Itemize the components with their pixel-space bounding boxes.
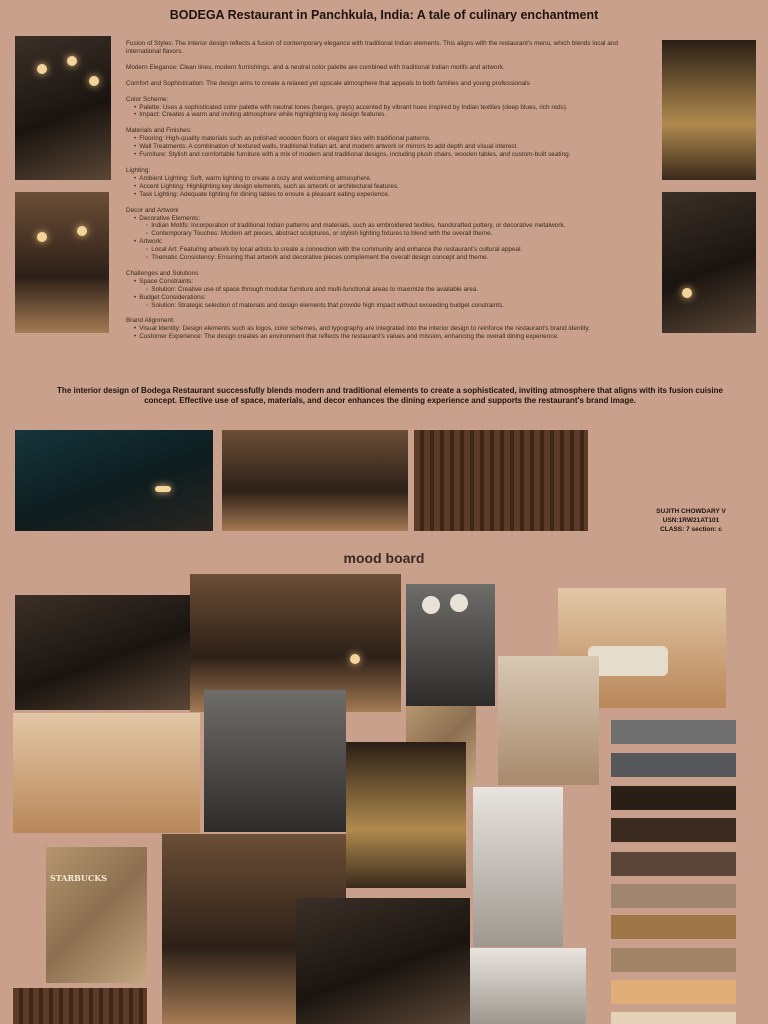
description xyxy=(126,40,646,341)
author-class: CLASS: 7 section: c xyxy=(660,526,722,533)
mood-long-bar xyxy=(346,742,466,888)
author-info xyxy=(636,507,746,534)
artwork-heading: • Artwork: xyxy=(134,238,646,246)
photo-dining-pendants xyxy=(15,192,109,333)
materials-heading: Materials and Finishes: xyxy=(126,127,192,135)
author-usn: USN:1RW21AT101 xyxy=(662,517,720,524)
lighting-item: • Accent Lighting: Highlighting key design elements, such as artwork or architectural features. xyxy=(134,183,646,191)
color-swatch xyxy=(611,753,736,777)
photo-ceiling-installation xyxy=(662,192,756,333)
color-item: • Impact: Creates a warm and inviting atmosphere while highlighting key design features. xyxy=(134,111,646,119)
budget-solution: ◦ Solution: Strategic selection of materials and design elements that provide high impact without exceeding budget constraints. xyxy=(146,302,646,310)
space-heading: • Space Constraints: xyxy=(134,278,646,286)
photo-wooden-screens xyxy=(414,430,588,531)
author-name: SUJITH CHOWDARY V xyxy=(656,508,726,515)
decor-sub-item: ◦ Indian Motifs: Incorporation of traditional Indian patterns and materials, such as embroidered textiles, handcrafted pottery, or decorative metalwork. xyxy=(146,222,646,230)
color-swatch xyxy=(611,720,736,744)
mood-round-table xyxy=(498,656,599,785)
color-item: • Palette: Uses a sophisticated color palette with neutral tones (beiges, greys) accented by vibrant hues inspired by Indian textiles (deep blues, rich reds). xyxy=(134,104,646,112)
mood-curved-booths xyxy=(15,595,190,710)
materials-item: • Furniture: Stylish and comfortable furniture with a mix of modern and traditional designs, including plush chairs, wooden tables, and custom-built seating. xyxy=(134,151,646,159)
mood-wave-ceiling xyxy=(13,713,200,833)
color-swatch xyxy=(611,884,736,908)
mood-globe-lamps xyxy=(406,584,495,706)
brand-item: • Customer Experience: The design creates an environment that reflects the restaurant's values and mission, enhancing the overall dining experience. xyxy=(134,333,646,341)
brand-item: • Visual Identity: Design elements such as logos, color schemes, and typography are integrated into the interior design to reinforce the restaurant's brand identity. xyxy=(134,325,646,333)
color-heading: Color Scheme: xyxy=(126,95,169,103)
color-swatch xyxy=(611,980,736,1004)
color-swatch xyxy=(611,948,736,972)
fusion-text: Fusion of Styles: The interior design reflects a fusion of contemporary elegance with traditional Indian elements. This aligns with the restaurant's menu, which blends local and international flavors. xyxy=(126,40,618,55)
mood-lobby xyxy=(470,948,586,1024)
decor-sub-item: ◦ Contemporary Touches: Modern art pieces, abstract sculptures, or stylish lighting fixtures to blend with the overall theme. xyxy=(146,230,646,238)
mood-pendant-booths xyxy=(204,690,346,832)
lighting-item: • Ambient Lighting: Soft, warm lighting to create a cozy and welcoming atmosphere. xyxy=(134,175,646,183)
sign-lettering: STARBUCKS xyxy=(50,873,107,883)
color-swatch xyxy=(611,818,736,842)
conclusion: The interior design of Bodega Restaurant successfully blends modern and traditional elements to create a sophisticated, inviting atmosphere that aligns with its fusion cuisine concept. Effective use of space, materials, and decor enhances the dining experience and supports the restaurant's brand image. xyxy=(57,386,723,405)
lighting-item: • Task Lighting: Adequate lighting for dining tables to ensure a pleasant eating experience. xyxy=(134,191,646,199)
color-swatch xyxy=(611,786,736,810)
photo-bar-chandeliers xyxy=(15,36,111,180)
space-solution: ◦ Solution: Creative use of space through modular furniture and multi-functional areas to maximize the available area. xyxy=(146,286,646,294)
artwork-sub-item: ◦ Local Art: Featuring artwork by local artists to create a connection with the community and enhance the restaurant's cultural appeal. xyxy=(146,246,646,254)
mood-board-title: mood board xyxy=(343,550,425,566)
decor-heading: Decor and Artwork xyxy=(126,206,179,214)
brand-heading: Brand Alignment: xyxy=(126,317,175,325)
comfort-text: Comfort and Sophistication: The design aims to create a relaxed yet upscale atmosphere that appeals to both families and young professionals xyxy=(126,79,530,87)
materials-item: • Wall Treatments: A combination of textured walls, traditional Indian art, and modern artwork or mirrors to add depth and visual interest. xyxy=(134,143,646,151)
modern-text: Modern Elegance: Clean lines, modern furnishings, and a neutral color palette are combined with traditional Indian motifs and artwork. xyxy=(126,63,505,71)
photo-bar-counter xyxy=(662,40,756,180)
mood-wood-slats xyxy=(13,988,147,1024)
decor-elements: • Decorative Elements: xyxy=(134,215,646,223)
mood-bright-dining xyxy=(473,787,563,947)
budget-heading: • Budget Considerations: xyxy=(134,294,646,302)
page-title: BODEGA Restaurant in Panchkula, India: A tale of culinary enchantment xyxy=(169,8,599,22)
photo-wood-panel-dining xyxy=(222,430,408,531)
photo-teal-chandelier xyxy=(15,430,213,531)
mood-coffee-shop xyxy=(46,847,147,983)
materials-item: • Flooring: High-quality materials such as polished wooden floors or elegant tiles with traditional patterns. xyxy=(134,135,646,143)
color-swatch xyxy=(611,915,736,939)
color-swatch xyxy=(611,852,736,876)
mood-tall-windows xyxy=(296,898,470,1024)
lighting-heading: Lighting: xyxy=(126,166,151,174)
challenges-heading: Challenges and Solutions xyxy=(126,269,199,277)
artwork-sub-item: ◦ Thematic Consistency: Ensuring that artwork and decorative pieces complement the overall design concept and theme. xyxy=(146,254,646,262)
color-swatch xyxy=(611,1012,736,1024)
